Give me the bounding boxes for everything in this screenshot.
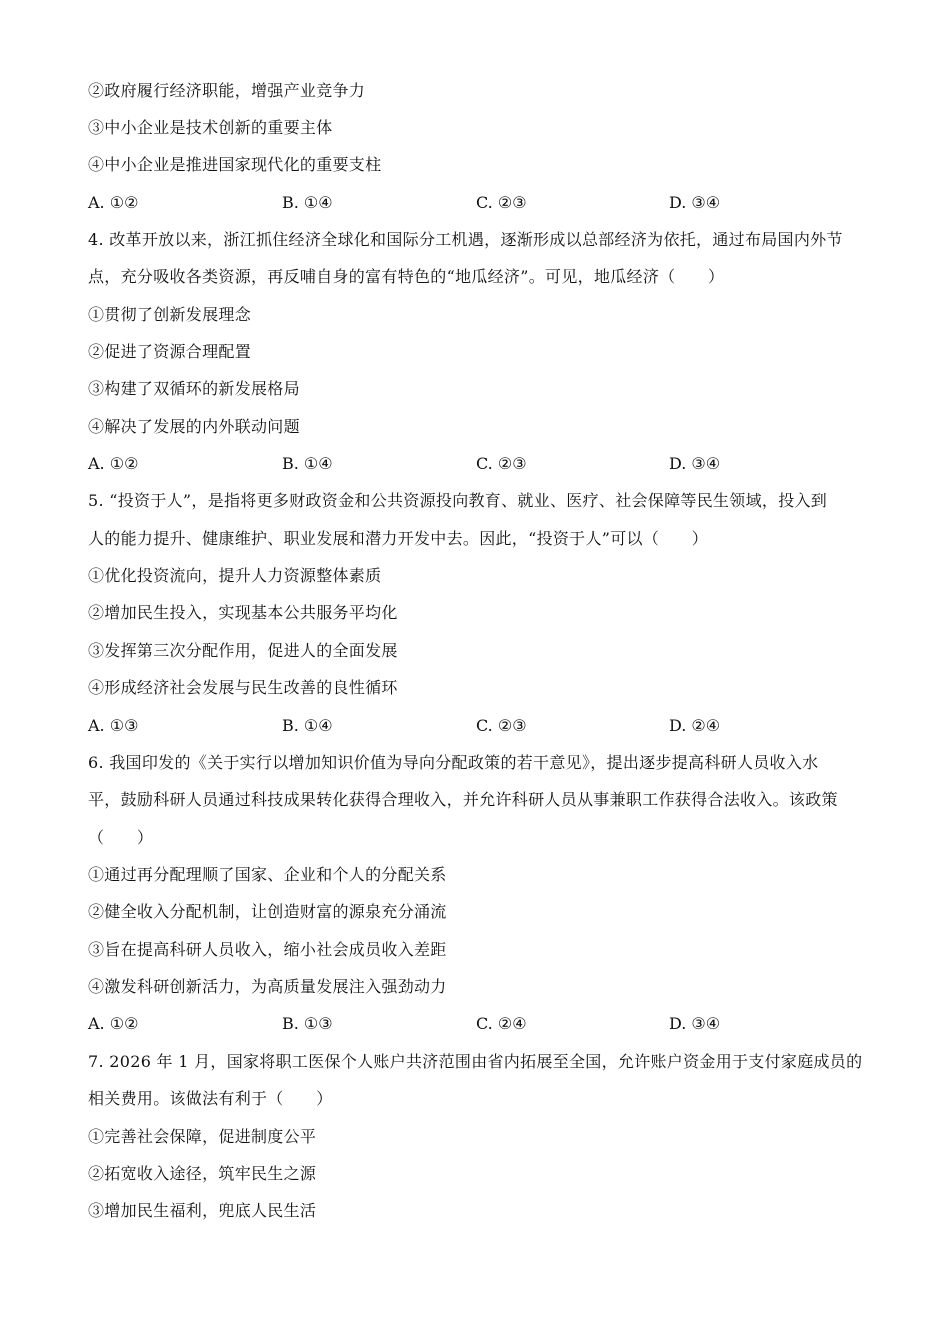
- q4-option-a[interactable]: A. ①②: [88, 454, 139, 473]
- q5-item-3: ③发挥第三次分配作用，促进人的全面发展: [88, 641, 398, 660]
- q6-stem-line-3: （ ）: [88, 828, 154, 847]
- q3-option-d[interactable]: D. ③④: [669, 193, 721, 212]
- q6-item-2: ②健全收入分配机制，让创造财富的源泉充分涌流: [88, 902, 447, 921]
- q3-item-2: ②政府履行经济职能，增强产业竞争力: [88, 81, 366, 100]
- q7-stem-line-1: 7. 2026 年 1 月，国家将职工医保个人账户共济范围由省内拓展至全国，允许账户资金用于支付家庭成员的: [88, 1052, 863, 1071]
- q4-item-1: ①贯彻了创新发展理念: [88, 305, 252, 324]
- q6-item-4: ④激发科研创新活力，为高质量发展注入强劲动力: [88, 977, 447, 996]
- q5-item-1: ①优化投资流向，提升人力资源整体素质: [88, 566, 382, 585]
- q6-option-b[interactable]: B. ①③: [282, 1014, 333, 1033]
- q6-option-a[interactable]: A. ①②: [88, 1014, 139, 1033]
- q4-option-d[interactable]: D. ③④: [669, 454, 721, 473]
- q3-item-4: ④中小企业是推进国家现代化的重要支柱: [88, 155, 382, 174]
- q6-option-d[interactable]: D. ③④: [669, 1014, 721, 1033]
- q7-stem-line-2: 相关费用。该做法有利于（ ）: [88, 1089, 333, 1108]
- q5-stem-line-1: 5. “投资于人”，是指将更多财政资金和公共资源投向教育、就业、医疗、社会保障等民生领域，投入到: [88, 491, 828, 510]
- q5-option-a[interactable]: A. ①③: [88, 716, 139, 735]
- q6-stem-line-1: 6. 我国印发的《关于实行以增加知识价值为导向分配政策的若干意见》，提出逐步提高科研人员收入水: [88, 753, 819, 772]
- q4-stem-line-2: 点，充分吸收各类资源，再反哺自身的富有特色的“地瓜经济”。可见，地瓜经济（ ）: [88, 267, 725, 286]
- q4-item-4: ④解决了发展的内外联动问题: [88, 417, 300, 436]
- q4-item-3: ③构建了双循环的新发展格局: [88, 379, 300, 398]
- q4-item-2: ②促进了资源合理配置: [88, 342, 252, 361]
- q5-stem-line-2: 人的能力提升、健康维护、职业发展和潜力开发中去。因此，“投资于人”可以（ ）: [88, 529, 709, 548]
- q7-item-1: ①完善社会保障，促进制度公平: [88, 1127, 317, 1146]
- q5-option-c[interactable]: C. ②③: [476, 716, 527, 735]
- q5-option-d[interactable]: D. ②④: [669, 716, 721, 735]
- q4-option-b[interactable]: B. ①④: [282, 454, 333, 473]
- q6-stem-line-2: 平，鼓励科研人员通过科技成果转化获得合理收入，并允许科研人员从事兼职工作获得合法收入。该政策: [88, 790, 838, 809]
- q5-option-b[interactable]: B. ①④: [282, 716, 333, 735]
- q4-stem-line-1: 4. 改革开放以来，浙江抓住经济全球化和国际分工机遇，逐渐形成以总部经济为依托，通过布局国内外节: [88, 230, 843, 249]
- q3-option-c[interactable]: C. ②③: [476, 193, 527, 212]
- q6-item-3: ③旨在提高科研人员收入，缩小社会成员收入差距: [88, 940, 447, 959]
- q6-item-1: ①通过再分配理顺了国家、企业和个人的分配关系: [88, 865, 447, 884]
- q3-item-3: ③中小企业是技术创新的重要主体: [88, 118, 333, 137]
- q4-option-c[interactable]: C. ②③: [476, 454, 527, 473]
- q6-option-c[interactable]: C. ②④: [476, 1014, 527, 1033]
- q7-item-2: ②拓宽收入途径，筑牢民生之源: [88, 1164, 317, 1183]
- q5-item-2: ②增加民生投入，实现基本公共服务平均化: [88, 603, 398, 622]
- q5-item-4: ④形成经济社会发展与民生改善的良性循环: [88, 678, 398, 697]
- q7-item-3: ③增加民生福利，兜底人民生活: [88, 1201, 317, 1220]
- q3-option-a[interactable]: A. ①②: [88, 193, 139, 212]
- q3-option-b[interactable]: B. ①④: [282, 193, 333, 212]
